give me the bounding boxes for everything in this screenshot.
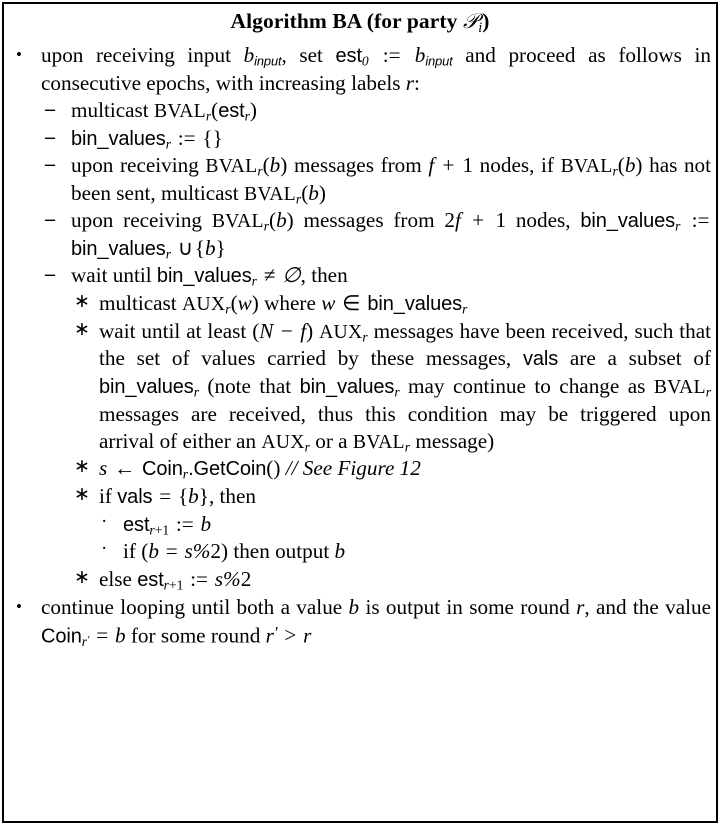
dash-marker: – xyxy=(45,153,55,176)
step-add-to-bin-values xyxy=(9,207,711,262)
step-multicast-aux-text: multicast $AUX_r(w)$ where w ∈ bin_values$_r$ xyxy=(99,291,468,317)
bullet-marker: • xyxy=(16,44,22,64)
step-continue-looping-text: continue looping until both a value b is output in some round r, and the value Coin$_{r'}$ = b for some round r′ > r xyxy=(41,595,711,650)
step-else-set-est-coin-text: else est$_{r+1}$ := s%2 xyxy=(99,566,252,593)
step-init-bin-values-text: bin_values$_r$ := {} xyxy=(71,125,223,152)
step-wait-aux-messages-text: wait until at least (N − f) $AUX_r$ messages have been received, such that the set of values carried by these messages, vals are a subset of bin_values$_r$ (note that bin_values$_r$ may continue to change as $BVAL_r$ messages are received, thus this condition may be triggered upon arrival of either an $AUX_r$ or a $BVAL_r$ message) xyxy=(99,318,711,455)
step-wait-bin-values-nonempty xyxy=(9,262,711,290)
step-upon-input-text: upon receiving input $b_{input}$, set est$_0$ := $b_{input}$ and proceed as follows in consecutive epochs, with increasing labels r: xyxy=(41,42,711,95)
asterisk-marker: ∗ xyxy=(74,566,90,588)
step-if-vals-singleton xyxy=(9,483,711,511)
script-p-symbol: 𝒫 xyxy=(462,9,479,33)
asterisk-marker: ∗ xyxy=(74,318,90,340)
step-wait-bin-values-nonempty-text: wait until bin_values$_r$ ≠ ∅, then xyxy=(71,263,348,290)
asterisk-marker: ∗ xyxy=(74,291,90,313)
figure-reference-comment: // See Figure 12 xyxy=(285,456,421,481)
middot-marker: · xyxy=(101,510,108,532)
bullet-marker: • xyxy=(16,597,22,617)
asterisk-marker: ∗ xyxy=(74,483,90,505)
step-set-est-next xyxy=(9,511,711,539)
step-wait-aux-messages xyxy=(9,318,711,455)
dash-marker: – xyxy=(45,263,55,286)
algorithm-title xyxy=(9,10,711,36)
middot-marker: · xyxy=(101,538,108,560)
dash-marker: – xyxy=(45,125,55,148)
algorithm-title-suffix: ) xyxy=(482,9,490,33)
step-multicast-bval-est-text: multicast $BVAL_r(est_r)$ xyxy=(71,97,257,124)
asterisk-marker: ∗ xyxy=(74,456,90,478)
step-output-if-match-text: if (b = s%2) then output b xyxy=(123,539,346,564)
step-amplify-bval xyxy=(9,152,711,207)
step-amplify-bval-text: upon receiving $BVAL_r(b)$ messages from f + 1 nodes, if $BVAL_r(b)$ has not been sent, multicast $BVAL_r(b)$ xyxy=(71,153,712,207)
dash-marker: – xyxy=(45,207,55,230)
step-add-to-bin-values-text: upon receiving $BVAL_r(b)$ messages from 2f + 1 nodes, bin_values$_r$ := bin_values$_r$ ∪{b} xyxy=(71,207,710,262)
step-output-if-match xyxy=(9,538,711,565)
step-init-bin-values xyxy=(9,125,711,153)
algorithm-title-prefix: Algorithm BA (for party xyxy=(230,9,463,33)
step-multicast-bval-est xyxy=(9,97,711,125)
algorithm-box xyxy=(2,2,718,823)
step-get-coin xyxy=(9,455,711,483)
step-set-est-next-text: est$_{r+1}$ := b xyxy=(123,511,212,538)
step-if-vals-singleton-text: if vals = {b}, then xyxy=(99,483,257,508)
script-p-subscript: i xyxy=(478,19,483,36)
step-get-coin-text: s ← Coin$_r$.GetCoin() // See Figure 12 xyxy=(99,456,421,482)
step-else-set-est-coin xyxy=(9,566,711,594)
step-multicast-aux xyxy=(9,290,711,318)
step-upon-input xyxy=(9,42,711,97)
step-continue-looping xyxy=(9,594,711,650)
dash-marker: – xyxy=(45,97,55,120)
